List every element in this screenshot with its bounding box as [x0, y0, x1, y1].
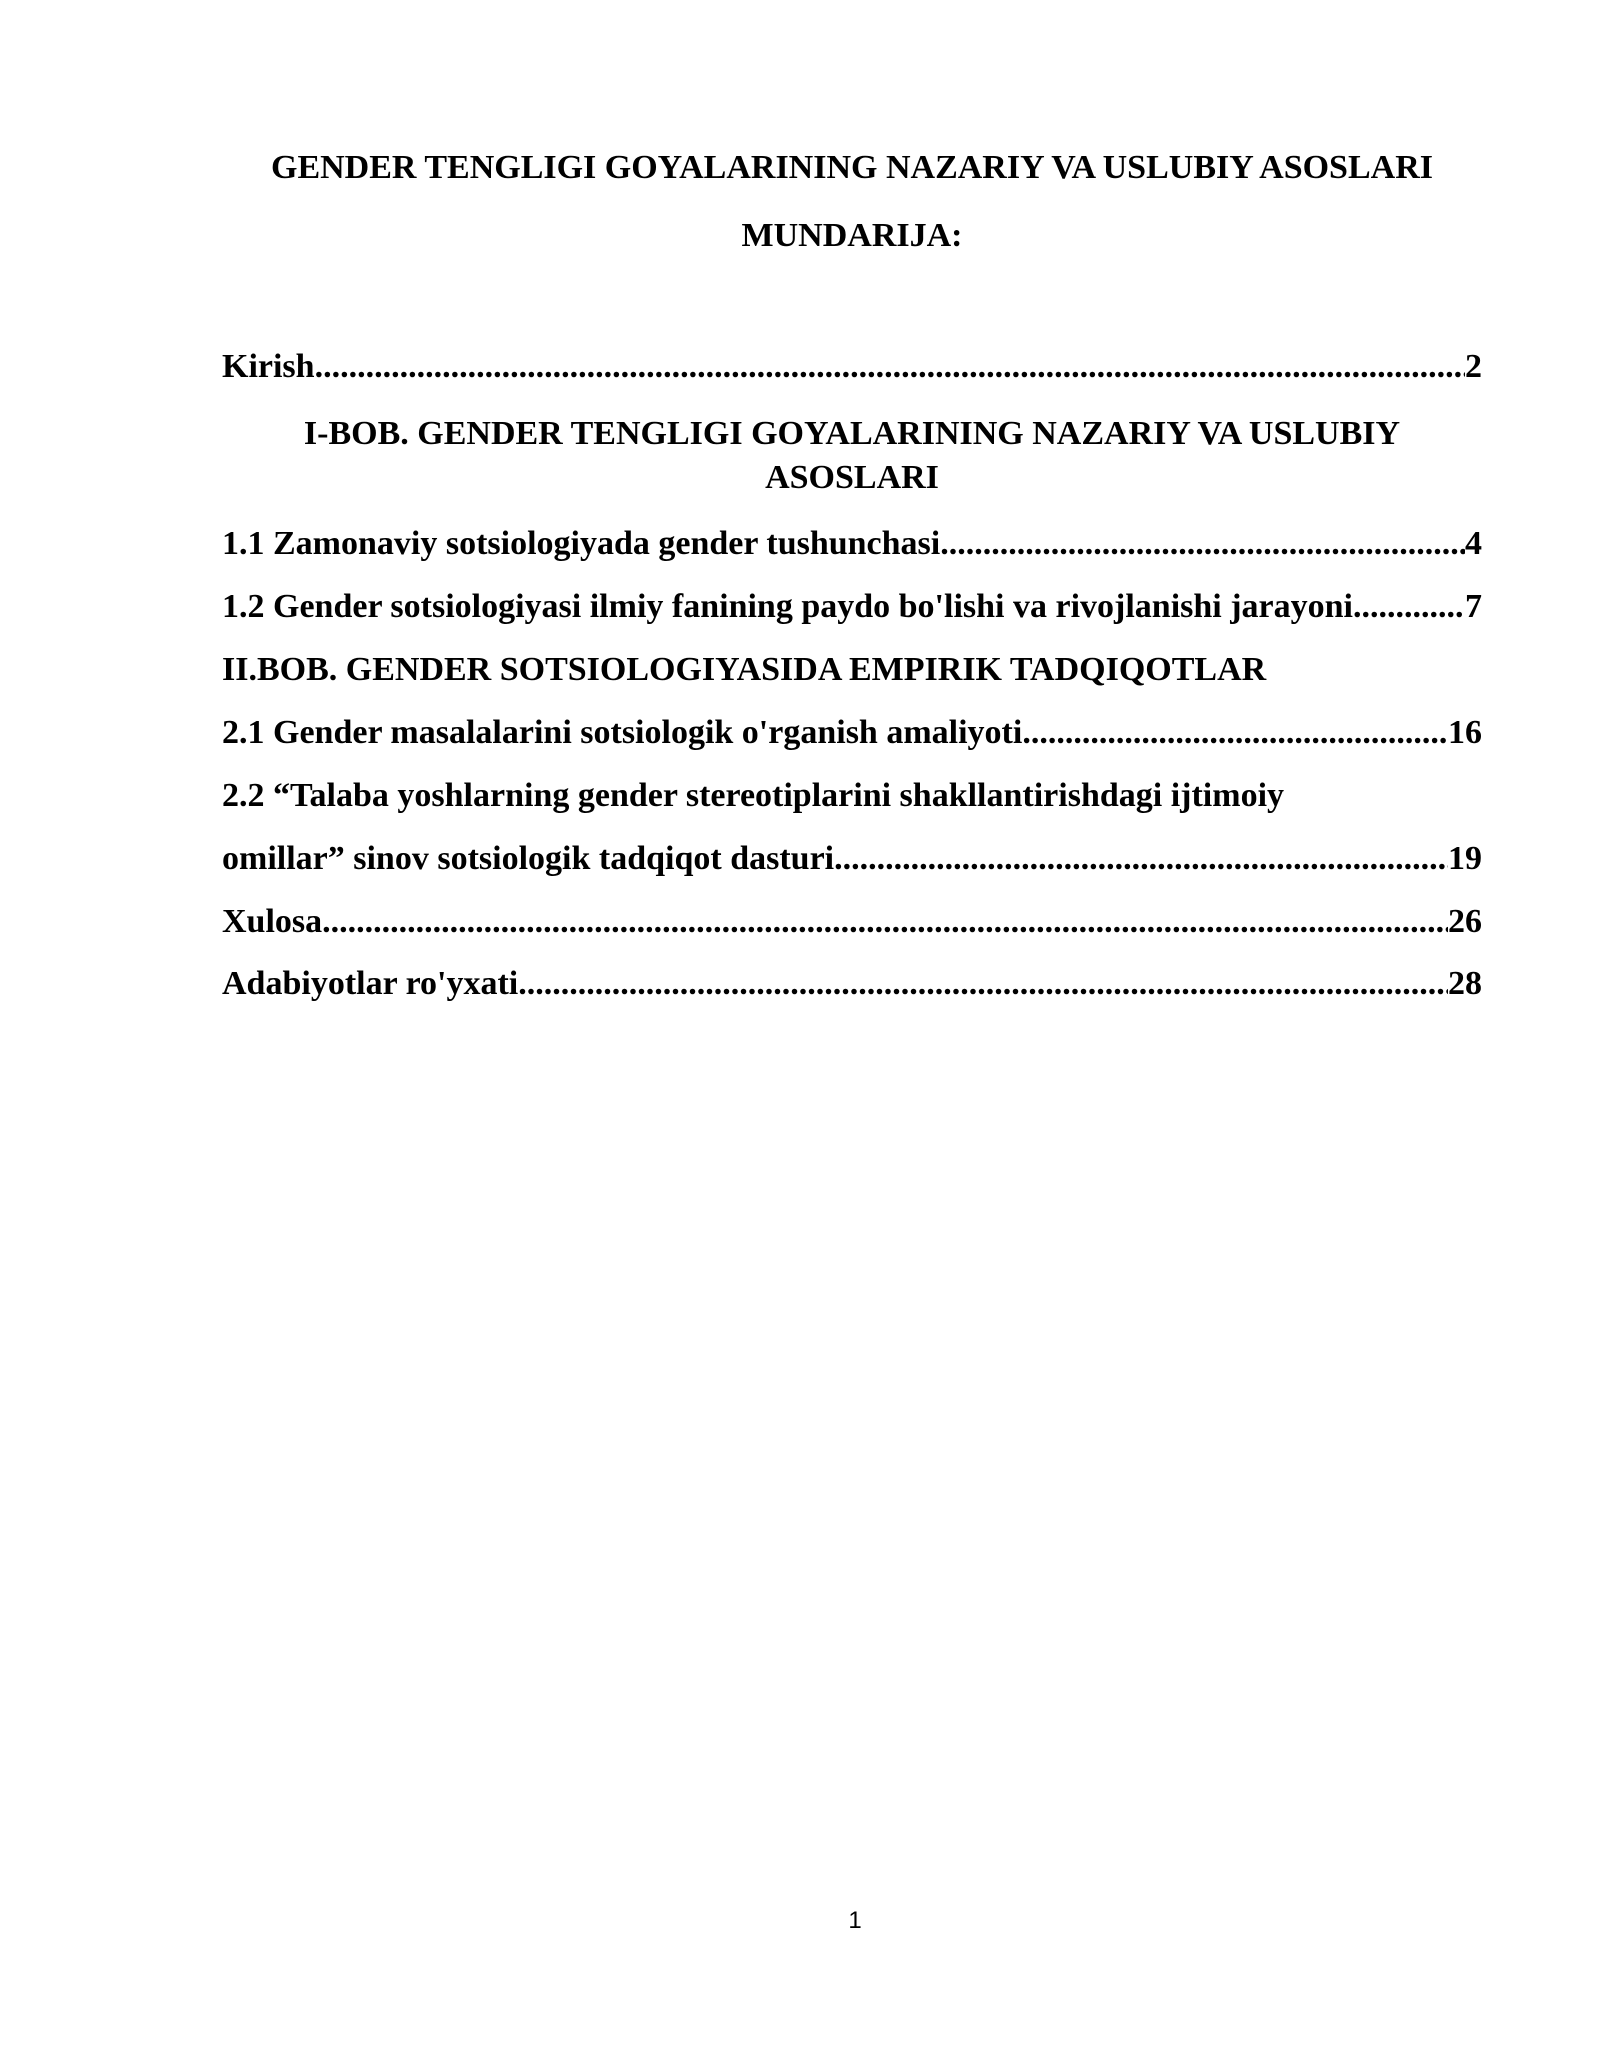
toc-entry-2-2-line-1[interactable]: 2.2 “Talaba yoshlarning gender stereotiplarini shakllantirishdagi ijtimoiy	[222, 777, 1285, 814]
toc-heading: MUNDARIJA:	[741, 217, 963, 254]
toc-chapter-1-line-2[interactable]: ASOSLARI	[765, 459, 939, 496]
toc-dot-leader	[834, 837, 1448, 881]
toc-entry-2-1[interactable]	[222, 711, 1482, 755]
toc-entry-label: Xulosa	[222, 903, 323, 940]
toc-entry-label: Adabiyotlar ro'yxati	[222, 965, 519, 1002]
toc-chapter-2[interactable]: II.BOB. GENDER SOTSIOLOGIYASIDA EMPIRIK TADQIQOTLAR	[222, 651, 1267, 688]
toc-entry-references[interactable]	[222, 962, 1482, 1006]
toc-entry-1-2[interactable]	[222, 585, 1482, 629]
toc-dot-leader	[1022, 711, 1448, 755]
toc-dot-leader	[518, 962, 1448, 1006]
toc-entry-conclusion[interactable]	[222, 900, 1482, 944]
toc-page-number: 16	[1448, 714, 1482, 751]
document-title: GENDER TENGLIGI GOYALARINING NAZARIY VA USLUBIY ASOSLARI	[271, 149, 1433, 186]
toc-dot-leader	[315, 345, 1465, 389]
toc-page-number: 2	[1465, 348, 1482, 385]
toc-entry-1-1[interactable]	[222, 522, 1482, 566]
page-number: 1	[848, 1907, 862, 1934]
toc-entry-label: 2.1 Gender masalalarini sotsiologik o'rganish amaliyoti	[222, 714, 1023, 751]
toc-page-number: 7	[1465, 588, 1482, 625]
toc-dot-leader	[322, 900, 1448, 944]
toc-entry-label: Kirish	[222, 348, 315, 385]
toc-entry-label: 1.1 Zamonaviy sotsiologiyada gender tushunchasi	[222, 525, 941, 562]
toc-entry-label: 1.2 Gender sotsiologiyasi ilmiy fanining paydo bo'lishi va rivojlanishi jarayoni	[222, 588, 1353, 625]
toc-page-number: 28	[1448, 965, 1482, 1002]
toc-dot-leader	[940, 522, 1465, 566]
toc-entry-intro[interactable]	[222, 345, 1482, 389]
toc-page-number: 4	[1465, 525, 1482, 562]
toc-page-number: 26	[1448, 903, 1482, 940]
toc-entry-label: omillar” sinov sotsiologik tadqiqot dasturi	[222, 840, 835, 877]
toc-page-number: 19	[1448, 840, 1482, 877]
toc-chapter-1-line-1[interactable]: I-BOB. GENDER TENGLIGI GOYALARINING NAZARIY VA USLUBIY	[303, 415, 1401, 452]
toc-dot-leader	[1353, 585, 1465, 629]
toc-entry-2-2[interactable]	[222, 837, 1482, 881]
